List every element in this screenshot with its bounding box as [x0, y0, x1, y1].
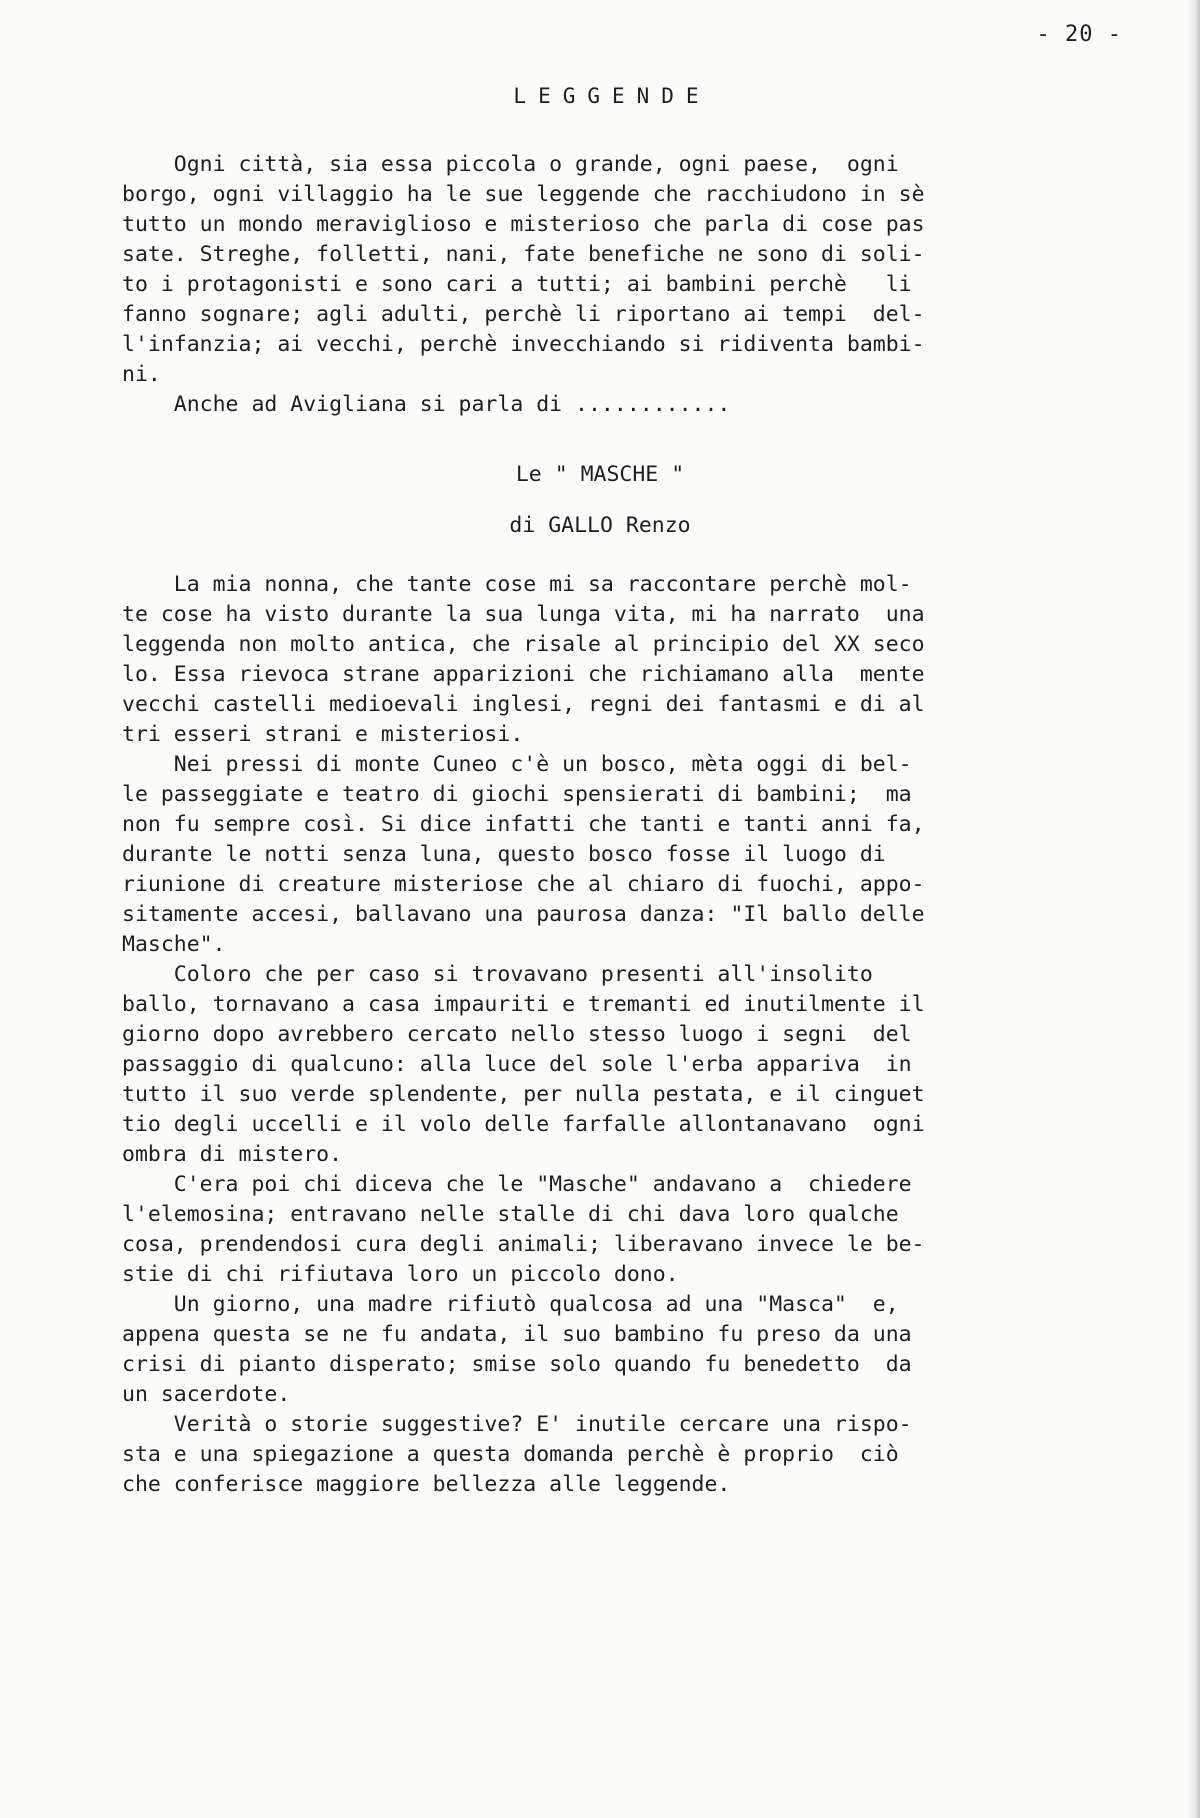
story-text-line: giorno dopo avrebbero cercato nello stesso luogo i segni del: [122, 1022, 912, 1047]
story-text-line: Masche".: [122, 932, 226, 957]
intro-text-line: l'infanzia; ai vecchi, perchè invecchiando si ridiventa bambi-: [122, 332, 925, 357]
story-text-line: crisi di pianto disperato; smise solo quando fu benedetto da: [122, 1352, 912, 1377]
story-text-line: sitamente accesi, ballavano una paurosa danza: "Il ballo delle: [122, 902, 925, 927]
story-text-line: stie di chi rifiutava loro un piccolo dono.: [122, 1262, 679, 1287]
intro-text-line: Anche ad Avigliana si parla di ............: [122, 392, 731, 417]
story-text-line: sta e una spiegazione a questa domanda perchè è proprio ciò: [122, 1442, 899, 1467]
story-text-line: cosa, prendendosi cura degli animali; liberavano invece le be-: [122, 1232, 925, 1257]
intro-text-line: fanno sognare; agli adulti, perchè li riportano ai tempi del-: [122, 302, 925, 327]
story-text-line: Nei pressi di monte Cuneo c'è un bosco, mèta oggi di bel-: [122, 752, 912, 777]
intro-text-line: sate. Streghe, folletti, nani, fate benefiche ne sono di soli-: [122, 242, 925, 267]
story-text-line: tri esseri strani e misteriosi.: [122, 722, 524, 747]
story-text-line: tutto il suo verde splendente, per nulla pestata, e il cinguet: [122, 1082, 925, 1107]
page-number: - 20 -: [1036, 22, 1122, 47]
story-paragraphs: [122, 570, 1122, 1500]
story-text-line: riunione di creature misteriose che al chiaro di fuochi, appo-: [122, 872, 925, 897]
story-text-line: un sacerdote.: [122, 1382, 291, 1407]
story-text-line: Coloro che per caso si trovavano presenti all'insolito: [122, 962, 873, 987]
page-edge-shadow: [1186, 0, 1200, 1818]
story-text-line: le passeggiate e teatro di giochi spensierati di bambini; ma: [122, 782, 912, 807]
story-text-line: vecchi castelli medioevali inglesi, regni dei fantasmi e di al: [122, 692, 925, 717]
story-text-line: appena questa se ne fu andata, il suo bambino fu preso da una: [122, 1322, 912, 1347]
intro-text-line: to i protagonisti e sono cari a tutti; ai bambini perchè li: [122, 272, 912, 297]
story-text-line: te cose ha visto durante la sua lunga vita, mi ha narrato una: [122, 602, 925, 627]
story-text-line: non fu sempre così. Si dice infatti che tanti e tanti anni fa,: [122, 812, 925, 837]
section-title: LEGGENDE: [513, 84, 711, 108]
story-text-line: ballo, tornavano a casa impauriti e tremanti ed inutilmente il: [122, 992, 925, 1017]
story-text-line: passaggio di qualcuno: alla luce del sole l'erba appariva in: [122, 1052, 912, 1077]
story-text-line: Un giorno, una madre rifiutò qualcosa ad una "Masca" e,: [122, 1292, 899, 1317]
story-text-line: tio degli uccelli e il volo delle farfalle allontanavano ogni: [122, 1112, 925, 1137]
intro-text-line: Ogni città, sia essa piccola o grande, ogni paese, ogni: [122, 152, 899, 177]
intro-text-line: tutto un mondo meraviglioso e misterioso che parla di cose pas: [122, 212, 925, 237]
story-author: di GALLO Renzo: [509, 513, 691, 538]
story-text-line: l'elemosina; entravano nelle stalle di chi dava loro qualche: [122, 1202, 899, 1227]
story-text-line: Verità o storie suggestive? E' inutile cercare una rispo-: [122, 1412, 912, 1437]
story-text-line: La mia nonna, che tante cose mi sa raccontare perchè mol-: [122, 572, 912, 597]
intro-text-line: borgo, ogni villaggio ha le sue leggende che racchiudono in sè: [122, 182, 925, 207]
story-text-line: lo. Essa rievoca strane apparizioni che richiamano alla mente: [122, 662, 925, 687]
intro-text-line: ni.: [122, 362, 161, 387]
story-text-line: che conferisce maggiore bellezza alle leggende.: [122, 1472, 731, 1497]
story-title: Le " MASCHE ": [515, 462, 685, 487]
story-text-line: C'era poi chi diceva che le "Masche" andavano a chiedere: [122, 1172, 912, 1197]
story-text-line: durante le notti senza luna, questo bosco fosse il luogo di: [122, 842, 886, 867]
story-text-line: leggenda non molto antica, che risale al principio del XX seco: [122, 632, 925, 657]
intro-paragraphs: [122, 150, 1122, 420]
story-text-line: ombra di mistero.: [122, 1142, 343, 1167]
